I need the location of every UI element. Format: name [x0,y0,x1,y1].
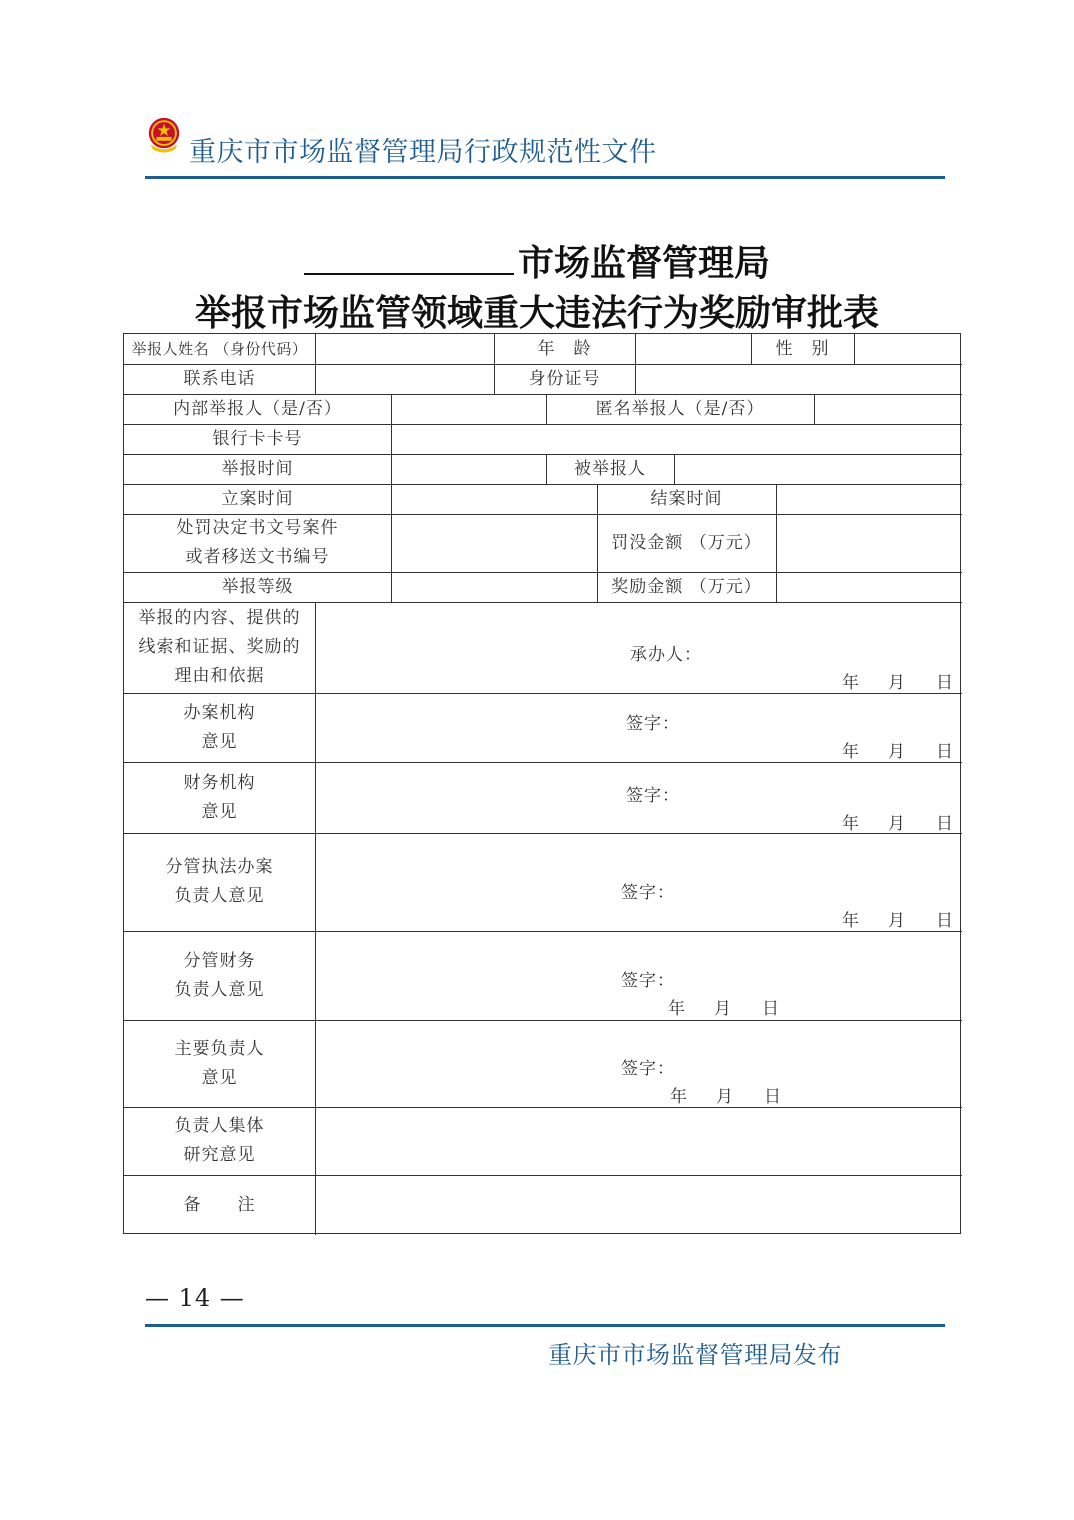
handling-org-label: 办案机构 意见 [183,702,256,752]
remarks-field[interactable] [316,1176,960,1233]
handler-label: 承办人： [630,645,702,665]
enforcement-leader-label: 分管执法办案 负责人意见 [165,857,274,906]
bank-card-label: 银行卡卡号 [212,428,303,449]
bank-card-field[interactable] [392,425,960,453]
internal-reporter-label: 内部举报人（是/否） [173,398,342,419]
closing-time-label: 结案时间 [650,488,723,509]
remarks-label: 备 注 [183,1194,256,1215]
header-title: 重庆市市场监督管理局行政规范性文件 [189,137,657,168]
age-field[interactable] [636,335,750,363]
report-level-field[interactable] [392,573,596,601]
approval-form-table [123,333,961,1234]
publisher: 重庆市市场监督管理局发布 [548,1341,842,1369]
gender-field[interactable] [855,335,960,363]
report-time-label: 举报时间 [221,458,294,479]
anonymous-reporter-field[interactable] [815,395,960,423]
main-leader-label: 主要负责人 意见 [174,1038,265,1088]
doc-title-line1 [0,235,1074,286]
doc-title-line1-text: 市场监督管理局 [517,242,770,284]
handling-org-sign-label: 签字： [626,714,680,734]
phone-label: 联系电话 [183,368,256,389]
finance-org-sign-label: 签字： [626,786,680,806]
report-level-label: 举报等级 [221,576,294,597]
collective-opinion-label: 负责人集体 研究意见 [174,1116,265,1165]
report-time-field[interactable] [392,455,545,483]
reported-party-label: 被举报人 [574,458,646,479]
age-label: 年 龄 [537,338,592,359]
reporter-name-field[interactable] [316,335,493,363]
page-number: — 14 — [145,1284,245,1312]
footer-rule [145,1324,945,1327]
id-number-label: 身份证号 [528,368,601,389]
finance-leader-date: 年 月 日 [668,999,779,1019]
doc-title-line2: 举报市场监管领域重大违法行为奖励审批表 [194,292,879,334]
fine-amount-label: 罚没金额 （万元） [611,532,762,553]
id-number-field[interactable] [636,365,960,393]
filing-time-field[interactable] [392,485,596,513]
report-content-date: 年 月 日 [842,673,953,693]
national-emblem-icon [145,116,183,154]
header-rule [145,176,945,179]
finance-leader-label: 分管财务 负责人意见 [174,950,265,1000]
handling-org-date: 年 月 日 [842,742,953,762]
reporter-name-label: 举报人姓名 （身份代码） [131,339,308,358]
enforcement-leader-date: 年 月 日 [842,911,953,931]
penalty-doc-label: 处罚决定书文号案件 或者移送文书编号 [176,518,339,567]
closing-time-field[interactable] [777,485,960,513]
main-leader-date: 年 月 日 [670,1087,781,1107]
finance-leader-sign-label: 签字： [621,971,675,991]
main-leader-sign-label: 签字： [621,1059,675,1079]
filing-time-label: 立案时间 [221,488,294,509]
collective-opinion-field[interactable] [316,1108,960,1174]
document-header [145,114,945,184]
penalty-doc-field[interactable] [392,515,596,571]
reward-amount-field[interactable] [777,573,960,601]
anonymous-reporter-label: 匿名举报人（是/否） [595,398,765,419]
finance-org-date: 年 月 日 [842,814,953,834]
bureau-name-blank [304,237,514,275]
finance-org-label: 财务机构 意见 [183,772,256,822]
enforcement-leader-sign-label: 签字： [621,883,675,903]
gender-label: 性 别 [775,338,830,359]
phone-field[interactable] [316,365,493,393]
reported-party-field[interactable] [675,455,960,483]
report-content-label: 举报的内容、提供的 线索和证据、奖励的 理由和依据 [138,608,301,686]
fine-amount-field[interactable] [777,515,960,571]
reward-amount-label: 奖励金额 （万元） [611,576,762,597]
internal-reporter-field[interactable] [392,395,545,423]
